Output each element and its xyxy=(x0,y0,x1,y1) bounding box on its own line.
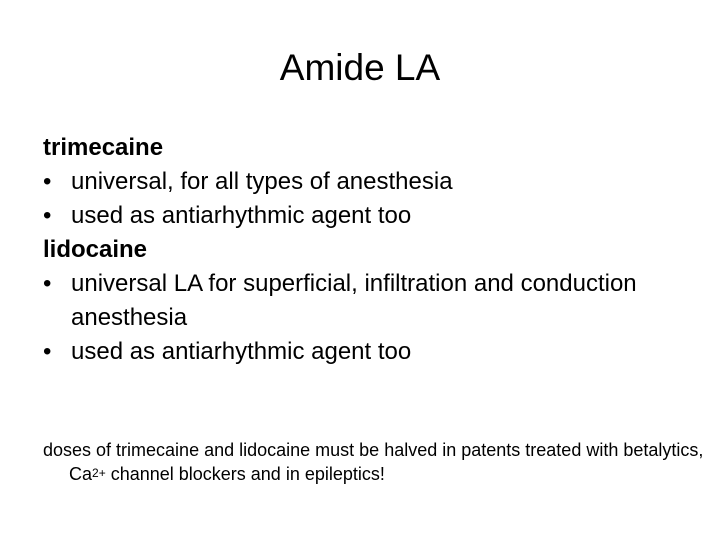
bullet-item xyxy=(43,267,683,335)
bullet-item xyxy=(43,165,683,199)
bullet-text: used as antiarhythmic agent too xyxy=(71,338,412,365)
bullet-icon: • xyxy=(43,338,52,365)
drug-heading-lidocaine: lidocaine xyxy=(43,236,148,263)
bullet-text: universal, for all types of anesthesia xyxy=(71,168,453,195)
slide-body xyxy=(43,131,683,369)
note-text-start: doses of trimecaine and lidocaine must be halved in patents treated with betalytics, Ca xyxy=(43,440,704,484)
slide-title: Amide LA xyxy=(279,47,441,88)
note-superscript: 2+ xyxy=(92,466,106,480)
bullet-icon: • xyxy=(43,168,52,195)
bullet-text: universal LA for superficial, infiltration and conduction anesthesia xyxy=(71,270,637,331)
bullet-icon: • xyxy=(43,202,52,229)
bullet-icon: • xyxy=(43,270,52,297)
drug-heading-trimecaine: trimecaine xyxy=(43,134,164,161)
bullet-item xyxy=(43,335,683,369)
note-text-end: channel blockers and in epileptics! xyxy=(105,464,385,484)
bullet-item xyxy=(43,199,683,233)
bullet-text: used as antiarhythmic agent too xyxy=(71,202,412,229)
dosage-note xyxy=(43,438,709,486)
